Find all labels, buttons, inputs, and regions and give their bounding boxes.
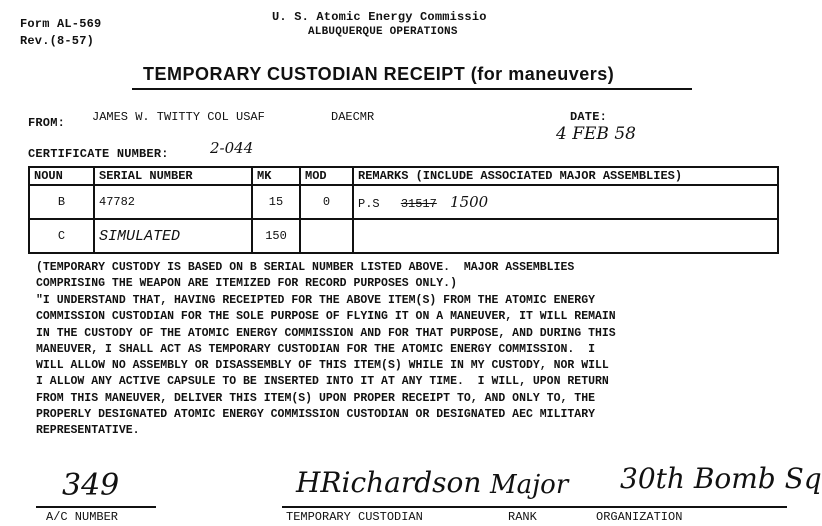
- signature-line: [282, 506, 787, 508]
- from-name: JAMES W. TWITTY COL USAF: [92, 110, 265, 124]
- cell-mk: 15: [252, 185, 300, 219]
- from-label: FROM:: [28, 116, 66, 130]
- from-office: DAECMR: [331, 110, 375, 124]
- rank-label: RANK: [508, 510, 537, 524]
- custodian-label: TEMPORARY CUSTODIAN: [286, 510, 423, 524]
- ac-number-value: 349: [62, 468, 120, 503]
- cell-remarks: [353, 185, 778, 219]
- header-serial: SERIAL NUMBER: [94, 167, 252, 185]
- remarks-value: 1500: [450, 193, 489, 211]
- remarks-struck: 31517: [400, 197, 437, 211]
- agency-name: U. S. Atomic Energy Commissio: [272, 10, 487, 24]
- ac-number-label: A/C NUMBER: [46, 510, 119, 524]
- cell-mk: 150: [252, 219, 300, 253]
- cell-serial: SIMULATED: [94, 219, 252, 253]
- form-title: TEMPORARY CUSTODIAN RECEIPT (for maneuvers): [143, 64, 615, 84]
- form-number: Form AL-569: [20, 17, 102, 31]
- date-label: DATE:: [570, 110, 608, 124]
- table-row: [29, 185, 778, 219]
- organization-value: 30th Bomb Sq: [620, 462, 822, 495]
- custodian-statement: "I UNDERSTAND THAT, HAVING RECEIPTED FOR THE ABOVE ITEM(S) FROM THE ATOMIC ENERGY COMMISSION CUSTODIAN FOR THE SOLE PURPOSE OF FLYING IT ON A MANEUVER, IT WILL REMAIN IN THE CUSTODY OF THE ATOMIC ENERGY COMMISSION AND FOR THAT PURPOSE, AND DURING THIS MANEUVER, I SHALL ACT AS TEMPORARY CUSTODIAN FOR THE ATOMIC ENERGY COMMISSION. I WILL ALLOW NO ASSEMBLY OR DISASSEMBLY OF THIS ITEM(S) WHILE IN MY CUSTODY, NOR WILL I ALLOW ANY ACTIVE CAPSULE TO BE INSERTED INTO IT AT ANY TIME. I WILL, UPON RETURN FROM THIS MANEUVER, DELIVER THIS ITEM(S) UPON PROPER RECEIPT TO, AND ONLY TO, THE PROPERLY DESIGNATED ATOMIC ENERGY COMMISSION CUSTODIAN OR DESIGNATED AEC MILITARY REPRESENTATIVE.: [36, 294, 616, 438]
- rank-value: Major: [490, 470, 569, 500]
- certificate-value: 2-044: [210, 139, 254, 157]
- title-underline: [132, 88, 692, 90]
- cell-noun: C: [29, 219, 94, 253]
- cell-remarks: [353, 219, 778, 253]
- table-header-row: [29, 167, 778, 185]
- custody-note: (TEMPORARY CUSTODY IS BASED ON B SERIAL NUMBER LISTED ABOVE. MAJOR ASSEMBLIES COMPRISING THE WEAPON ARE ITEMIZED FOR RECORD PURPOSES ONLY.): [36, 261, 575, 291]
- header-remarks: REMARKS (INCLUDE ASSOCIATED MAJOR ASSEMBLIES): [353, 167, 778, 185]
- items-table: [28, 166, 779, 254]
- header-noun: NOUN: [29, 167, 94, 185]
- agency-operations: ALBUQUERQUE OPERATIONS: [308, 26, 458, 38]
- ac-number-line: [36, 506, 156, 508]
- cell-mod: [300, 219, 353, 253]
- header-mod: MOD: [300, 167, 353, 185]
- organization-label: ORGANIZATION: [596, 510, 683, 524]
- remarks-prefix: P.S: [358, 197, 380, 211]
- certificate-label: CERTIFICATE NUMBER:: [28, 147, 169, 161]
- table-row: [29, 219, 778, 253]
- header-mk: MK: [252, 167, 300, 185]
- custodian-signature: HRichardson: [296, 466, 482, 499]
- cell-serial: 47782: [94, 185, 252, 219]
- form-revision: Rev.(8-57): [20, 34, 95, 48]
- cell-noun: B: [29, 185, 94, 219]
- date-value: 4 FEB 58: [556, 124, 636, 144]
- cell-mod: 0: [300, 185, 353, 219]
